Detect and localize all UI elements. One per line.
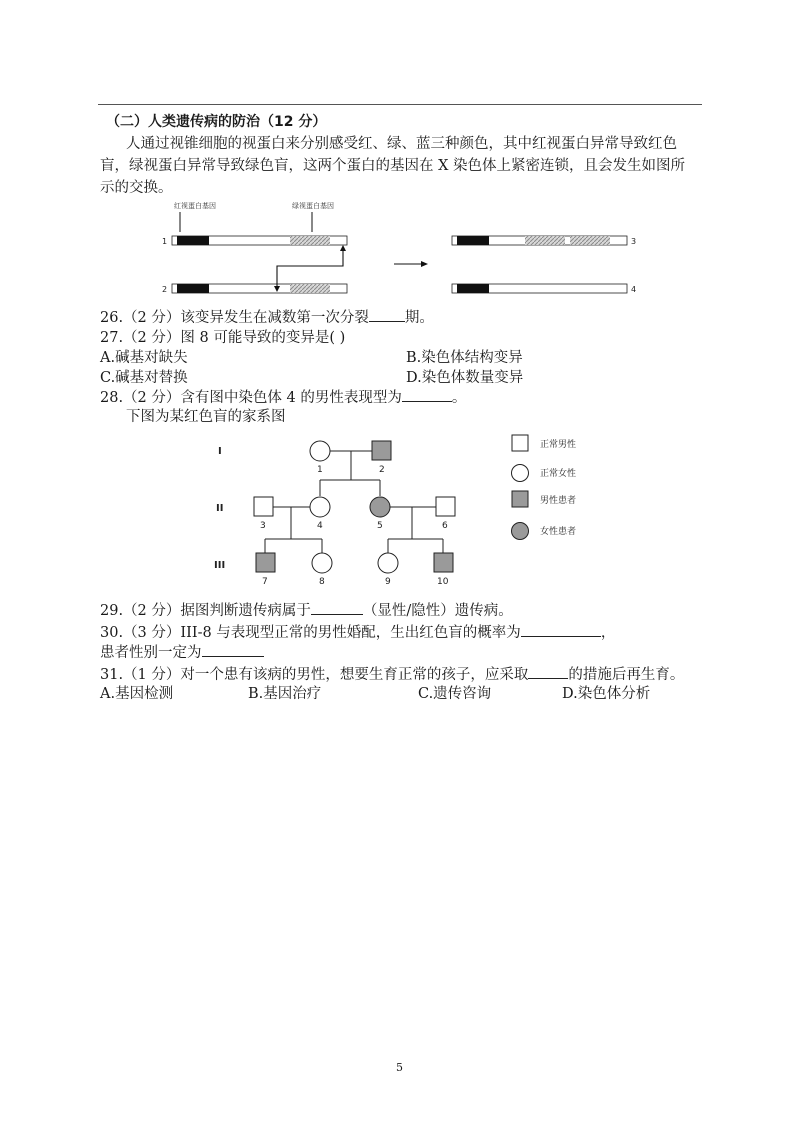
chromosome-4-red-gene — [457, 284, 489, 293]
q30-sex-blank[interactable] — [202, 642, 264, 657]
generation-label-II: II — [216, 503, 224, 514]
individual-8-normal-female — [312, 553, 332, 573]
individual-label-7: 7 — [262, 577, 268, 587]
chromosome-2-green-gene — [290, 284, 330, 293]
q26-text: 26.（2 分）该变异发生在减数第一次分裂 — [100, 310, 369, 326]
individual-label-1: 1 — [317, 465, 323, 475]
page-number: 5 — [396, 1061, 403, 1074]
individual-7-affected-male — [256, 553, 275, 572]
q29-text: 29.（2 分）据图判断遗传病属于 — [100, 603, 311, 619]
q28-text-end: 。 — [451, 390, 467, 406]
chromosome-number-1: 1 — [162, 237, 168, 246]
chromosome-number-4: 4 — [631, 285, 637, 294]
q29-answer-blank[interactable] — [311, 600, 363, 615]
individual-1-normal-female — [310, 441, 330, 461]
individual-label-3: 3 — [260, 521, 266, 531]
q27-option-a[interactable]: A.碱基对缺失 — [100, 350, 188, 366]
chromosome-3-green-gene-a — [525, 236, 565, 245]
pedigree-lines — [265, 451, 443, 553]
question-30-line2 — [100, 642, 264, 663]
generation-label-I: I — [218, 446, 222, 457]
individual-label-2: 2 — [379, 465, 385, 475]
q28-answer-blank[interactable] — [402, 387, 452, 402]
header-rule — [98, 104, 702, 105]
chromosome-crossover-figure — [150, 194, 650, 304]
question-27: 27.（2 分）图 8 可能导致的变异是( ) — [100, 330, 346, 346]
individual-label-4: 4 — [317, 521, 323, 531]
individual-label-9: 9 — [385, 577, 391, 587]
individual-10-affected-male — [434, 553, 453, 572]
legend-affected-female-icon — [512, 523, 529, 540]
label-red-gene: 红视蛋白基因 — [174, 202, 216, 210]
result-arrowhead — [421, 261, 428, 267]
chromosome-number-3: 3 — [631, 237, 637, 246]
crossover-arrowhead-up — [340, 245, 346, 251]
question-26 — [100, 307, 434, 328]
q26-text-end: 期。 — [404, 310, 434, 326]
intro-line-1: 人通过视锥细胞的视蛋白来分别感受红、绿、蓝三种颜色，其中红视蛋白异常导致红色 — [126, 136, 677, 152]
legend-normal-female-icon — [512, 465, 529, 482]
chromosome-3-green-gene-b — [570, 236, 610, 245]
individual-label-5: 5 — [377, 521, 383, 531]
chromosome-number-2: 2 — [162, 285, 168, 294]
q26-answer-blank[interactable] — [369, 307, 405, 322]
q29-text-end: （显性/隐性）遗传病。 — [362, 603, 513, 619]
individual-label-10: 10 — [437, 577, 449, 587]
chromosome-1-red-gene — [177, 236, 209, 245]
q31-option-c[interactable]: C.遗传咨询 — [418, 686, 492, 702]
individual-9-normal-female — [378, 553, 398, 573]
pedigree-intro: 下图为某红色盲的家系图 — [126, 409, 286, 425]
individual-6-normal-male — [436, 497, 455, 516]
q31-text: 31.（1 分）对一个患有该病的男性，想要生育正常的孩子，应采取 — [100, 667, 529, 683]
label-green-gene: 绿视蛋白基因 — [292, 202, 334, 210]
q30-probability-blank[interactable] — [521, 622, 601, 637]
q30-line2-text: 患者性别一定为 — [100, 645, 202, 661]
chromosome-3-red-gene — [457, 236, 489, 245]
legend-normal-male: 正常男性 — [540, 440, 577, 450]
pedigree-chart — [200, 428, 620, 593]
q30-text-end: ， — [600, 625, 616, 641]
chromosome-1-green-gene — [290, 236, 330, 245]
intro-line-3: 示的交换。 — [100, 180, 173, 196]
intro-line-2: 盲，绿视蛋白异常导致绿色盲，这两个蛋白的基因在 X 染色体上紧密连锁，且会发生如图所 — [100, 158, 686, 174]
individual-4-normal-female — [310, 497, 330, 517]
legend-normal-male-icon — [512, 435, 528, 451]
individual-2-affected-male — [372, 441, 391, 460]
q31-text-end: 的措施后再生育。 — [568, 667, 685, 683]
crossover-arrow-up — [277, 249, 343, 289]
q28-text: 28.（2 分）含有图中染色体 4 的男性表现型为 — [100, 390, 402, 406]
generation-label-III: III — [214, 560, 226, 571]
individual-label-8: 8 — [319, 577, 325, 587]
individual-3-normal-male — [254, 497, 273, 516]
q31-option-d[interactable]: D.染色体分析 — [562, 686, 651, 702]
q31-option-a[interactable]: A.基因检测 — [100, 686, 174, 702]
legend-affected-female: 女性患者 — [540, 527, 577, 537]
question-29 — [100, 600, 513, 621]
legend-affected-male: 男性患者 — [540, 496, 577, 506]
q31-answer-blank[interactable] — [528, 664, 568, 679]
legend-affected-male-icon — [512, 491, 528, 507]
chromosome-2-red-gene — [177, 284, 209, 293]
legend-normal-female: 正常女性 — [540, 469, 577, 479]
q30-text: 30.（3 分）III-8 与表现型正常的男性婚配，生出红色盲的概率为 — [100, 625, 521, 641]
question-31 — [100, 664, 684, 685]
q27-option-b[interactable]: B.染色体结构变异 — [406, 350, 523, 366]
question-30 — [100, 622, 615, 643]
individual-label-6: 6 — [442, 521, 448, 531]
question-28 — [100, 387, 466, 408]
individual-5-affected-female — [370, 497, 390, 517]
q31-option-b[interactable]: B.基因治疗 — [248, 686, 322, 702]
q27-option-c[interactable]: C.碱基对替换 — [100, 370, 188, 386]
q27-option-d[interactable]: D.染色体数量变异 — [406, 370, 524, 386]
section-title: （二）人类遗传病的防治（12 分） — [106, 114, 327, 130]
